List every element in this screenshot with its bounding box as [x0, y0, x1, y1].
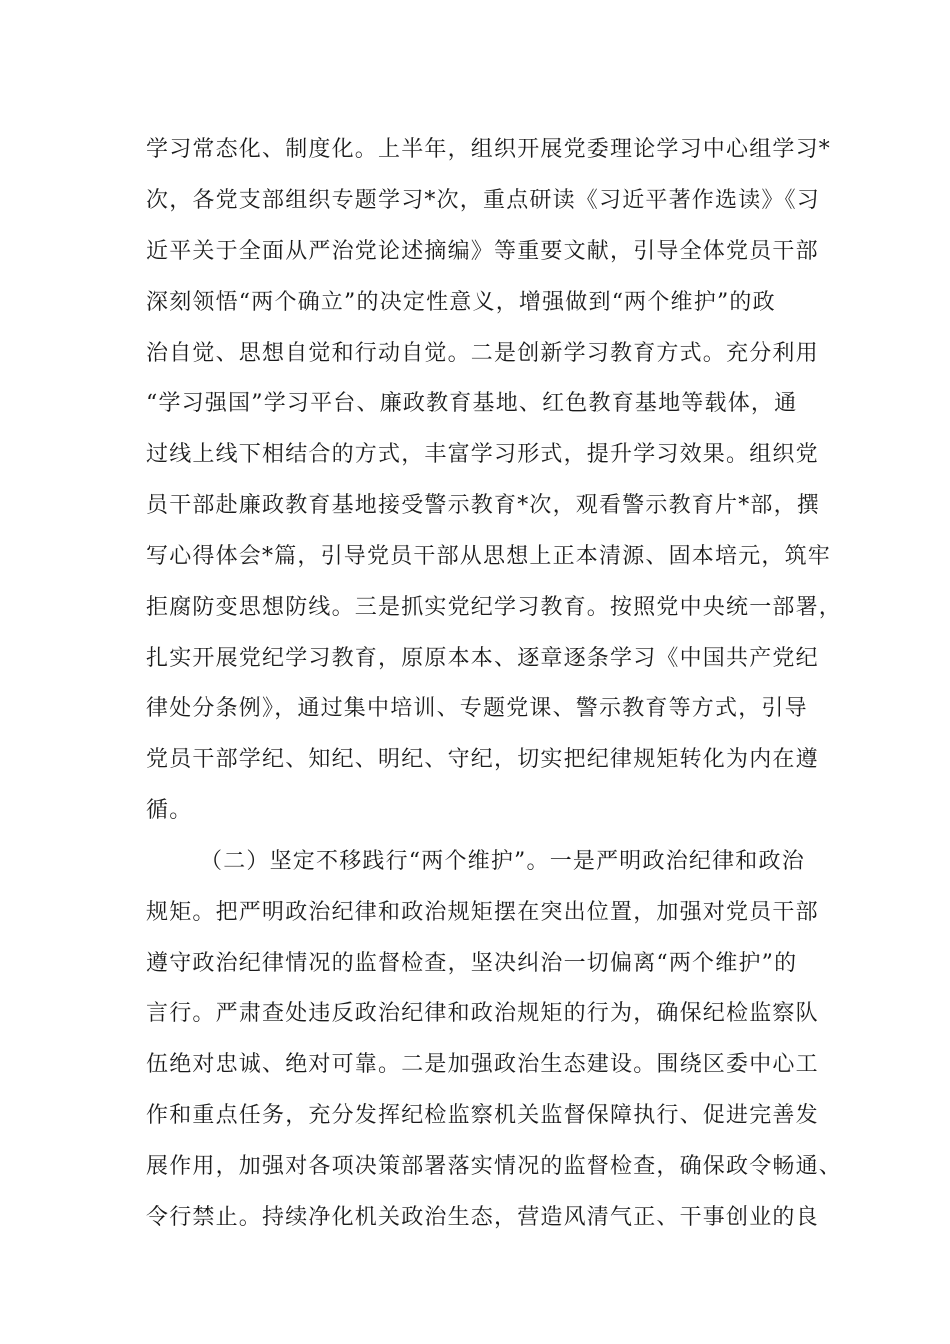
text-line: 拒腐防变思想防线。三是抓实党纪学习教育。按照党中央统一部署，: [146, 595, 843, 620]
text-line: 展作用，加强对各项决策部署落实情况的监督检查，确保政令畅通、: [146, 1154, 843, 1179]
section-heading-line: （二）坚定不移践行“两个维护”。一是严明政治纪律和政治: [200, 849, 805, 874]
text-line: 令行禁止。持续净化机关政治生态，营造风清气正、干事创业的良: [146, 1205, 819, 1230]
text-line: 过线上线下相结合的方式，丰富学习形式，提升学习效果。组织党: [146, 442, 819, 467]
text-line: 次，各党支部组织专题学习*次，重点研读《习近平著作选读》《习: [146, 188, 821, 213]
text-line: 治自觉、思想自觉和行动自觉。二是创新学习教育方式。充分利用: [146, 341, 819, 366]
text-line: 言行。严肃查处违反政治纪律和政治规矩的行为，确保纪检监察队: [146, 1001, 819, 1026]
text-line: 写心得体会*篇，引导党员干部从思想上正本清源、固本培元，筑牢: [146, 544, 832, 569]
text-line: 近平关于全面从严治党论述摘编》等重要文献，引导全体党员干部: [146, 239, 819, 264]
text-line: 深刻领悟“两个确立”的决定性意义，增强做到“两个维护”的政: [146, 290, 776, 315]
text-line: 作和重点任务，充分发挥纪检监察机关监督保障执行、促进完善发: [146, 1103, 819, 1128]
text-line: 党员干部学纪、知纪、明纪、守纪，切实把纪律规矩转化为内在遵: [146, 747, 819, 772]
text-line: 规矩。把严明政治纪律和政治规矩摆在突出位置，加强对党员干部: [146, 900, 819, 925]
text-line: 律处分条例》，通过集中培训、专题党课、警示教育等方式，引导: [146, 696, 808, 721]
text-line: 循。: [146, 798, 193, 823]
text-line: 学习常态化、制度化。上半年，组织开展党委理论学习中心组学习*: [146, 137, 832, 162]
text-line: 伍绝对忠诚、绝对可靠。二是加强政治生态建设。围绕区委中心工: [146, 1052, 819, 1077]
text-line: 员干部赴廉政教育基地接受警示教育*次，观看警示教育片*部，撰: [146, 493, 821, 518]
text-line: 遵守政治纪律情况的监督检查，坚决纠治一切偏离“两个维护”的: [146, 951, 798, 976]
text-line: “学习强国”学习平台、廉政教育基地、红色教育基地等载体，通: [146, 391, 798, 416]
text-line: 扎实开展党纪学习教育，原原本本、逐章逐条学习《中国共产党纪: [146, 646, 819, 671]
